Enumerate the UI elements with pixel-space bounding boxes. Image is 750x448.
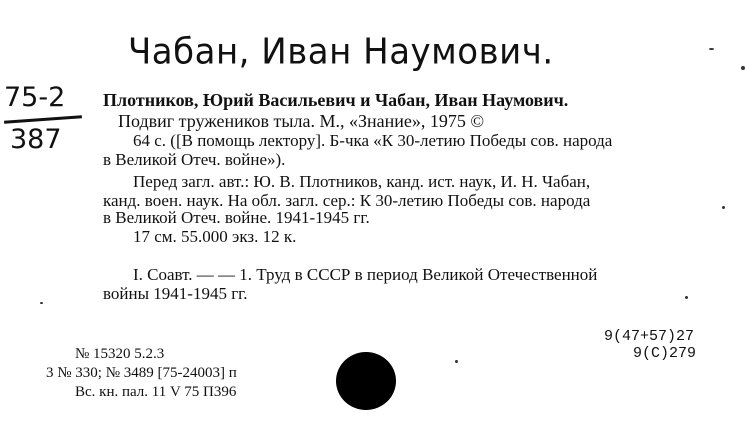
- registry-line-1: № 15320 5.2.3: [75, 346, 165, 362]
- shelf-mark-divider: [4, 115, 82, 123]
- shelf-mark-bottom: 387: [10, 124, 62, 155]
- entry-subject-1: I. Соавт. — — 1. Труд в СССР в период Великой Отечественной: [133, 265, 598, 284]
- classification-code-1: 9(47+57)27: [604, 328, 695, 345]
- entry-note-3: в Великой Отеч. войне. 1941-1945 гг.: [103, 208, 370, 227]
- registry-line-2: 3 № 330; № 3489 [75-24003] п: [46, 365, 237, 381]
- entry-physical-description: 17 см. 55.000 экз. 12 к.: [133, 227, 297, 246]
- dust-speck: [709, 48, 714, 50]
- entry-note-2: канд. воен. наук. На обл. загл. сер.: К 30-летию Победы сов. народа: [103, 191, 591, 210]
- entry-collation-1: 64 с. ([В помощь лектору]. Б-чка «К 30-летию Победы сов. народа: [133, 131, 613, 150]
- entry-note-1: Перед загл. авт.: Ю. В. Плотников, канд. ист. наук, И. Н. Чабан,: [133, 172, 591, 191]
- entry-subject-2: войны 1941-1945 гг.: [103, 284, 248, 303]
- dust-speck: [685, 296, 688, 299]
- dust-speck: [722, 206, 725, 209]
- dust-speck: [455, 360, 458, 363]
- entry-authors: Плотников, Юрий Васильевич и Чабан, Иван Наумович.: [103, 90, 569, 110]
- shelf-mark-top: 75-2: [4, 82, 66, 113]
- dust-speck: [741, 66, 745, 70]
- classification-code-2: 9(С)279: [633, 345, 697, 362]
- dust-speck: [40, 302, 43, 304]
- entry-collation-2: в Великой Отеч. войне»).: [103, 150, 286, 169]
- entry-title-line: Подвиг тружеников тыла. М., «Знание», 1975 ©: [118, 111, 485, 131]
- punch-hole: [336, 352, 396, 410]
- handwritten-author-heading: Чабан, Иван Наумович.: [128, 31, 554, 73]
- registry-line-3: Вс. кн. пал. 11 V 75 П396: [75, 384, 237, 400]
